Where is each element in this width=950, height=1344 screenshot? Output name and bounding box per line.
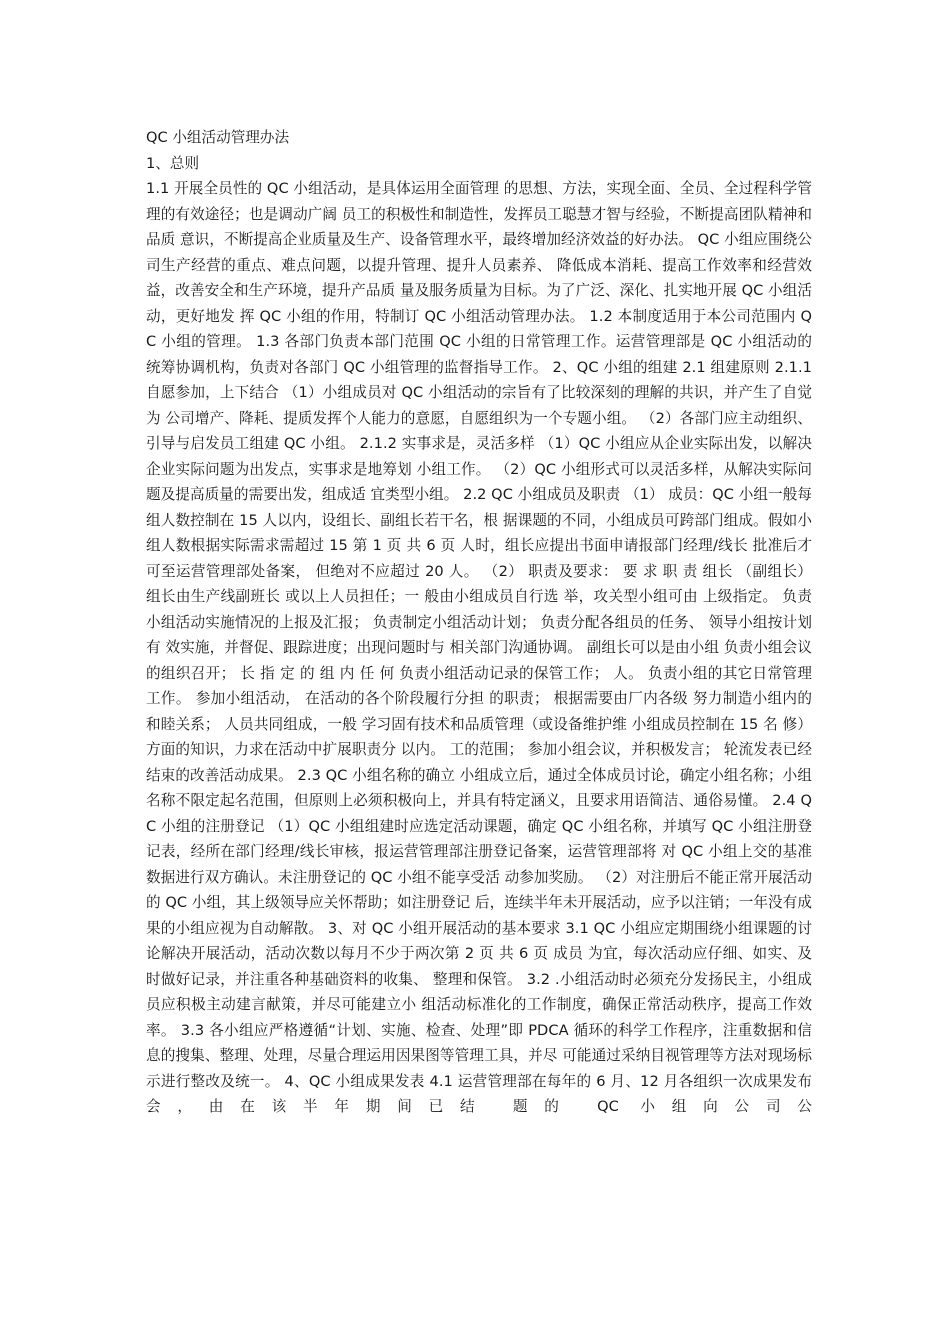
document-content [146,125,812,1120]
body-paragraph: 1.1 开展全员性的 QC 小组活动，是具体运用全面管理 的思想、方法，实现全面、全员、全过程科学管理的有效途径；也是调动广阔 员工的积极性和制造性，发挥员工聪慧才智与经验，不断提高团队精神和品质 意识，不断提高企业质量及生产、设备管理水平，最终增加经济效益的好办法。 QC 小组应围绕公司生产经营的重点、难点问题，以提升管理、提升人员素养、 降低成本消耗、提高工作效率和经营效益，改善安全和生产环境，提升产品质 量及服务质量为目标。为了广泛、深化、扎实地开展 QC 小组活动，更好地发 挥 QC 小组的作用，特制订 QC 小组活动管理办法。 1.2 本制度适用于本公司范围内 QC 小组的管理。 1.3 各部门负责本部门范围 QC 小组的日常管理工作。运营管理部是 QC 小组活动的 统筹协调机构，负责对各部门 QC 小组管理的监督指导工作。 2、QC 小组的组建 2.1 组建原则 2.1.1 自愿参加，上下结合 （1）小组成员对 QC 小组活动的宗旨有了比较深刻的理解的共识，并产生了自觉为 公司增产、降耗、提质发挥个人能力的意愿，自愿组织为一个专题小组。 （2）各部门应主动组织、引导与启发员工组建 QC 小组。 2.1.2 实事求是，灵活多样 （1）QC 小组应从企业实际出发，以解决企业实际问题为出发点，实事求是地筹划 小组工作。 （2）QC 小组形式可以灵活多样，从解决实际问题及提高质量的需要出发，组成适 宜类型小组。 2.2 QC 小组成员及职责 （1） 成员：QC 小组一般每组人数控制在 15 人以内，设组长、副组长若干名，根 据课题的不同，小组成员可跨部门组成。假如小组人数根据实际需求需超过 15 第 1 页 共 6 页 人时，组长应提出书面申请报部门经理/线长 批准后才可至运营管理部处备案， 但绝对不应超过 20 人。 （2） 职责及要求： 要 求 职 责 组长 （副组长） 组长由生产线副班长 或以上人员担任；一 般由小组成员自行选 举，攻关型小组可由 上级指定。 负责小组活动实施情况的上报及汇报； 负责制定小组活动计划； 负责分配各组员的任务、 领导小组按计划有 效实施，并督促、跟踪进度；出现问题时与 相关部门沟通协调。 副组长可以是由小组 负责小组会议的组织召开； 长 指 定 的 组 内 任 何 负责小组活动记录的保管工作； 人。 负责小组的其它日常管理工作。 参加小组活动， 在活动的各个阶段履行分担 的职责； 根据需要由厂内各级 努力制造小组内的和睦关系； 人员共同组成，一般 学习固有技术和品质管理（或设备维护维 小组成员控制在 15 名 修） 方面的知识，力求在活动中扩展职责分 以内。 工的范围； 参加小组会议，并积极发言； 轮流发表已经结束的改善活动成果。 2.3 QC 小组名称的确立 小组成立后，通过全体成员讨论，确定小组名称；小组名称不限定起名范围，但原则上必须积极向上，并具有特定涵义，且要求用语简洁、通俗易懂。 2.4 QC 小组的注册登记 （1）QC 小组组建时应选定活动课题，确定 QC 小组名称，并填写 QC 小组注册登记表，经所在部门经理/线长审核，报运营管理部注册登记备案，运营管理部将 对 QC 小组上交的基准数据进行双方确认。未注册登记的 QC 小组不能享受活 动参加奖励。 （2）对注册后不能正常开展活动的 QC 小组，其上级领导应关怀帮助；如注册登记 后，连续半年未开展活动，应予以注销；一年没有成果的小组应视为自动解散。 3、对 QC 小组开展活动的基本要求 3.1 QC 小组应定期围绕小组课题的讨论解决开展活动，活动次数以每月不少于两次第 2 页 共 6 页 成员 为宜，每次活动应仔细、如实、及时做好记录，并注重各种基础资料的收集、 整理和保管。 3.2 .小组活动时必须充分发扬民主，小组成员应积极主动建言献策，并尽可能建立小 组活动标准化的工作制度，确保正常活动秩序，提高工作效率。 3.3 各小组应严格遵循“计划、实施、检查、处理”即 PDCA 循环的科学工作程序，注重数据和信息的搜集、整理、处理，尽量合理运用因果图等管理工具，并尽 可能通过采纳目视管理等方法对现场标示进行整改及统一。 4、QC 小组成果发表 4.1 运营管理部在每年的 6 月、12 月各组织一次成果发布会，由在该半年期间已结 题的 QC 小组向公司公 [146,180,812,1115]
section-heading: 1、总则 [146,154,200,172]
document-title: QC 小组活动管理办法 [146,129,290,146]
